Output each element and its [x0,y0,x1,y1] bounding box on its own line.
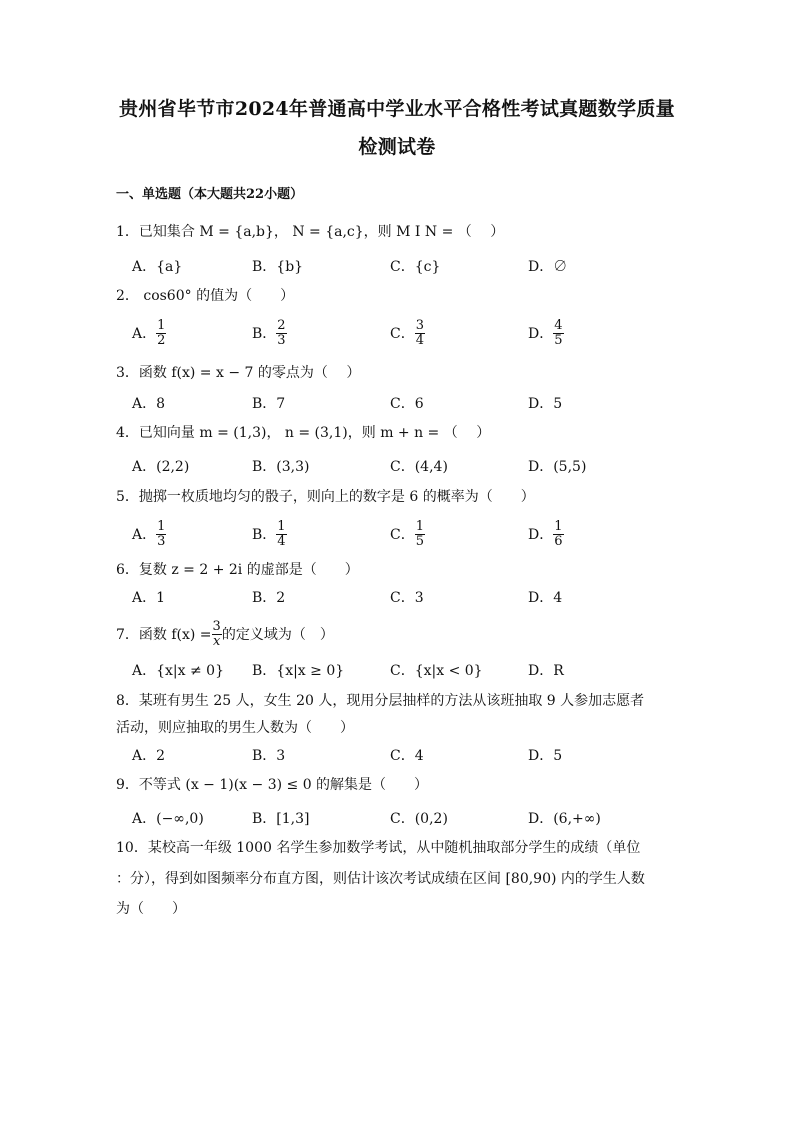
option-a: A．1 [132,590,166,606]
option-c: C．6 [390,396,424,412]
document-title-line2: 检测试卷 [358,136,436,158]
fraction: $\frac{1}{5}$ [415,518,424,549]
option-b: B．(3,3) [252,459,310,475]
fraction: $\frac{1}{6}$ [554,518,563,549]
question-10-stem: 10．某校高一年级 1000 名学生参加数学考试，从中随机抽取部分学生的成绩（单位 [116,840,641,856]
option-d: D．5 [528,748,563,764]
question-8-options [0,740,794,770]
question-7-stem: 7．函数 f(x) = $\frac{3}{x}$ 的定义域为（ ） [116,619,334,649]
question-4-stem: 4．已知向量 m = (1,3)， n = (3,1)，则 m + n = （ ） [116,425,491,441]
question-4-options [0,451,794,481]
question-1-options [0,251,794,281]
option-b: B．{x|x ≥ 0} [252,663,345,679]
question-2-options [0,318,794,348]
question-10-stem-line3: 为（ ） [116,901,186,917]
question-9-options [0,803,794,833]
document-title-line1: 贵州省毕节市2024年普通高中学业水平合格性考试真题数学质量 [119,98,675,120]
option-d: D．R [528,663,564,679]
option-a: A．{a} [132,259,183,275]
option-c: C．3 [390,590,424,606]
option-b: B．7 [252,396,286,412]
option-d: D．(5,5) [528,459,587,475]
option-d: D． $\frac{1}{6}$ [528,518,563,549]
fraction: $\frac{1}{3}$ [157,518,166,549]
fraction: $\frac{2}{3}$ [277,317,286,348]
fraction: $\frac{1}{2}$ [157,317,166,348]
question-3-stem: 3．函数 f(x) = x − 7 的零点为（ ） [116,365,361,381]
option-d: D．∅ [528,259,568,275]
question-2-stem: 2． cos60° 的值为（ ） [116,288,295,304]
option-b: B．3 [252,748,286,764]
option-d: D．(6,+∞) [528,811,601,827]
question-8-stem: 8．某班有男生 25 人，女生 20 人，现用分层抽样的方法从该班抽取 9 人参加志愿者 [116,693,645,709]
question-7-options [0,655,794,685]
option-a: A．{x|x ≠ 0} [132,663,224,679]
option-a: A．(−∞,0) [132,811,204,827]
question-9-stem: 9．不等式 (x − 1)(x − 3) ≤ 0 的解集是（ ） [116,777,429,793]
option-b: B．{b} [252,259,304,275]
option-c: C．{c} [390,259,441,275]
option-a: A． $\frac{1}{3}$ [132,518,166,549]
option-a: A．8 [132,396,166,412]
option-c: C． $\frac{1}{5}$ [390,518,424,549]
question-3-options [0,388,794,418]
option-a: A． $\frac{1}{2}$ [132,317,166,348]
question-5-stem: 5．抛掷一枚质地均匀的骰子，则向上的数字是 6 的概率为（ ） [116,489,535,505]
option-b: B． $\frac{2}{3}$ [252,317,286,348]
question-5-options [0,519,794,549]
option-c: C．(4,4) [390,459,448,475]
fraction: $\frac{3}{4}$ [415,317,424,348]
option-c: C． $\frac{3}{4}$ [390,317,424,348]
option-b: B． $\frac{1}{4}$ [252,518,286,549]
option-a: A．(2,2) [132,459,190,475]
section-heading: 一、单选题（本大题共22小题） [116,187,304,202]
question-1-stem: 1．已知集合 M = {a,b}， N = {a,c}，则 M I N = （ ） [116,224,505,240]
option-b: B．2 [252,590,286,606]
option-d: D． $\frac{4}{5}$ [528,317,563,348]
question-6-options [0,582,794,612]
fraction: $\frac{1}{4}$ [277,518,286,549]
option-c: C．(0,2) [390,811,448,827]
question-8-stem-line2: 活动，则应抽取的男生人数为（ ） [116,720,354,736]
question-10-stem-line2: ：分），得到如图频率分布直方图，则估计该次考试成绩在区间 [80,90) 内的学生人数 [116,871,645,887]
fraction: $\frac{4}{5}$ [554,317,563,348]
fraction: $\frac{3}{x}$ [212,619,221,649]
option-d: D．5 [528,396,563,412]
option-c: C．4 [390,748,424,764]
option-b: B．[1,3] [252,811,310,827]
option-d: D．4 [528,590,563,606]
option-c: C．{x|x < 0} [390,663,483,679]
option-a: A．2 [132,748,166,764]
question-6-stem: 6．复数 z = 2 + 2i 的虚部是（ ） [116,562,359,578]
